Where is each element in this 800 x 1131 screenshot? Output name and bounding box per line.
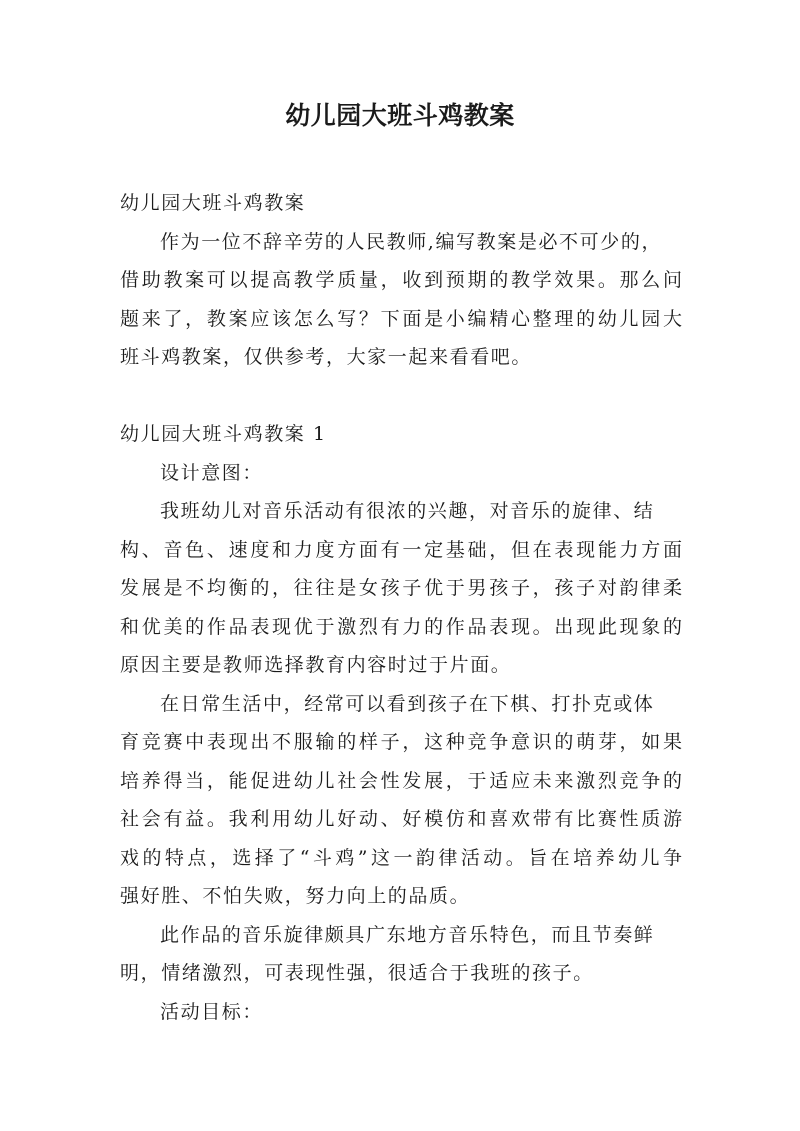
document-body	[120, 184, 682, 1031]
paragraph-line: 培养得当，能促进幼儿社会性发展，于适应未来激烈竞争的	[120, 769, 682, 792]
design-intent-label: 设计意图：	[160, 461, 264, 484]
intro-line: 班斗鸡教案，仅供参考，大家一起来看看吧。	[120, 346, 533, 368]
intro-line: 借助教案可以提高教学质量，收到预期的教学效果。那么问	[120, 269, 682, 291]
paragraph-line: 强好胜、不怕失败，努力向上的品质。	[120, 885, 471, 907]
intro-line: 题来了，教案应该怎么写？下面是小编精心整理的幼儿园大	[120, 307, 682, 330]
paragraph-line: 原因主要是教师选择教育内容时过于片面。	[120, 654, 512, 676]
paragraph-line: 明，情绪激烈，可表现性强，很适合于我班的孩子。	[120, 962, 594, 984]
paragraph-line: 和优美的作品表现优于激烈有力的作品表现。出现此现象的	[120, 615, 682, 638]
paragraph-line: 我班幼儿对音乐活动有很浓的兴趣，对音乐的旋律、结	[160, 500, 655, 522]
paragraph-line: 戏的特点，选择了“斗鸡”这一韵律活动。旨在培养幼儿争	[120, 846, 682, 869]
paragraph-line: 发展是不均衡的，往往是女孩子优于男孩子，孩子对韵律柔	[120, 577, 682, 599]
paragraph-line: 构、音色、速度和力度方面有一定基础，但在表现能力方面	[120, 538, 682, 561]
section-heading: 幼儿园大班斗鸡教案 1	[120, 423, 327, 445]
intro-line: 作为一位不辞辛劳的人民教师,编写教案是必不可少的，	[160, 230, 663, 253]
paragraph-line: 育竞赛中表现出不服输的样子，这种竞争意识的萌芽，如果	[120, 731, 682, 753]
activity-goal-label: 活动目标：	[160, 1000, 264, 1023]
section-heading: 幼儿园大班斗鸡教案	[120, 192, 306, 214]
document-title: 幼儿园大班斗鸡教案	[285, 101, 515, 130]
blank-line	[120, 377, 682, 416]
paragraph-line: 社会有益。我利用幼儿好动、好模仿和喜欢带有比赛性质游	[120, 808, 682, 830]
paragraph-line: 在日常生活中，经常可以看到孩子在下棋、打扑克或体	[160, 692, 655, 715]
paragraph-line: 此作品的音乐旋律颇具广东地方音乐特色，而且节奏鲜	[160, 923, 655, 946]
